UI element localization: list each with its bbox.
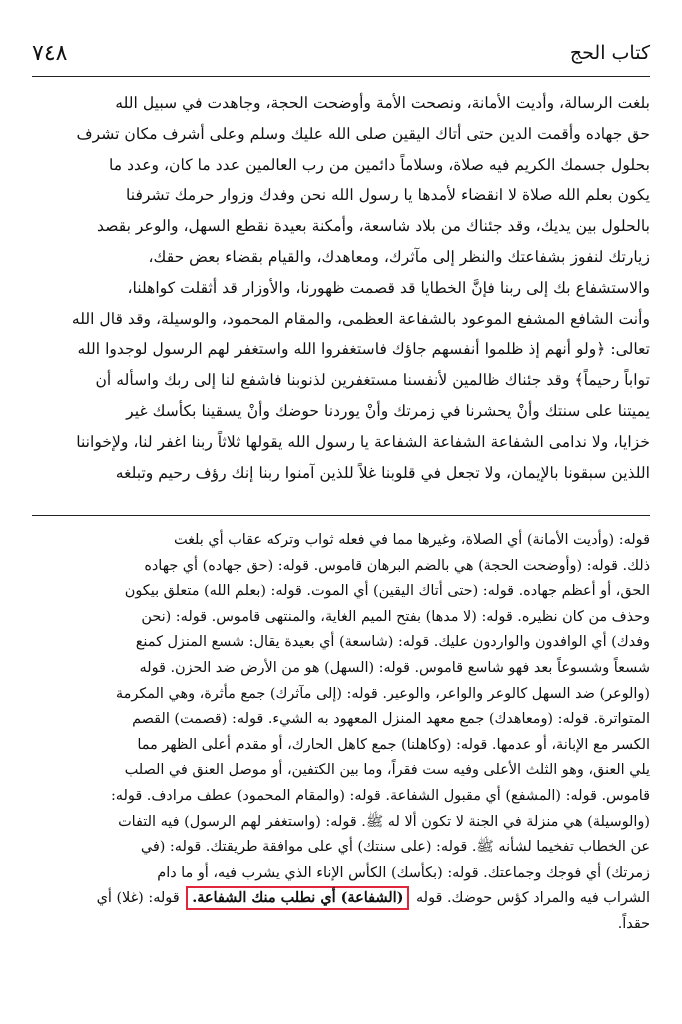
main-text-line: وأنت الشافع المشفع الموعود بالشفاعة العظمى، والمقام المحمود، والوسيلة، وقد قال الله bbox=[71, 309, 650, 328]
commentary-line: الحق، أو أعظم جهاده. قوله: (حتى أتاك اليقين) أي الموت. قوله: (بعلم الله) متعلق بيكون bbox=[124, 583, 650, 600]
commentary-text-after: قوله: (غلا) أي bbox=[96, 890, 180, 907]
main-text-line: زيارتك لنفوز بشفاعتك والنظر إلى مآثرك، ومعاهدك، والقيام بقضاء بعض حقك، bbox=[148, 247, 650, 266]
commentary-line: المتواترة. قوله: (ومعاهدك) جمع معهد المنزل المعهود به الشيء. قوله: (قصمت) القصم bbox=[132, 711, 650, 728]
commentary-line: (والوعر) ضد السهل كالوعر والواعر، والوعير. قوله: (إلى مآثرك) جمع مأثرة، وهي المكرمة bbox=[115, 685, 650, 702]
commentary-line: يلي العنق، وهو الثلث الأعلى وفيه ست فقراً، وما بين الكتفين، أو موصل العنق في الصلب bbox=[124, 762, 650, 779]
main-text-line: بالحلول بين يديك، وقد جئناك من بلاد شاسعة، وأمكنة بعيدة نقطع السهل، والوعر بقصد bbox=[97, 217, 650, 236]
commentary-line: الكسر مع الإبانة، أو عدمها. قوله: (وكاهلنا) جمع كاهل الحارك، أو مقدم أعلى الظهر مما bbox=[137, 736, 650, 753]
main-text-line: يميتنا على سنتك وأنْ يحشرنا في زمرتك وأنْ يوردنا حوضك وأنْ يسقينا بكأسك غير bbox=[126, 401, 650, 420]
main-text-line: يكون بعلم الله صلاة لا انقضاء لأمدها يا رسول الله نحن وفدك وزوار حرمك تشرفنا bbox=[126, 186, 650, 205]
commentary-line: ذلك. قوله: (وأوضحت الحجة) هي بالضم البرهان قاموس. قوله: (حق جهاده) أي جهاده bbox=[144, 557, 650, 574]
main-text-line: خزايا، ولا ندامى الشفاعة الشفاعة الشفاعة يا رسول الله يقولها ثلاثاً ربنا اغفر لنا، ولإخواننا bbox=[76, 432, 650, 451]
highlighted-phrase: (الشفاعة) أي نطلب منك الشفاعة. bbox=[186, 886, 409, 910]
main-text-line: تعالى: ﴿ولو أنهم إذ ظلموا أنفسهم جاؤك فاستغفروا الله واستغفر لهم الرسول لوجدوا الله bbox=[77, 340, 650, 359]
commentary-line: عن الخطاب تفخيما لشأنه ﷺ. قوله: (على سنتك) أي على موافقة طريقتك. قوله: (في bbox=[140, 839, 650, 856]
main-text-line: بلغت الرسالة، وأديت الأمانة، ونصحت الأمة وأوضحت الحجة، وجاهدت في سبيل الله bbox=[115, 94, 650, 112]
commentary-line: (والوسيلة) هي منزلة في الجنة لا تكون ألا له ﷺ. قوله: (واستغفر لهم الرسول) فيه التفات bbox=[118, 813, 650, 830]
commentary-line: وفدك) أي الوافدون والواردون عليك. قوله: (شاسعة) أي بعيدة يقال: شسع المنزل كمنع bbox=[135, 634, 650, 651]
commentary-line: قاموس. قوله: (المشفع) أي مقبول الشفاعة. قوله: (والمقام المحمود) عطف مرادف. قوله: bbox=[110, 787, 650, 804]
footnote-divider bbox=[32, 515, 650, 516]
commentary-line: زمرتك) أي فوجك وجماعتك. قوله: (بكأسك) الكأس الإناء الذي يشرب فيه، أو ما دام bbox=[157, 864, 650, 881]
commentary-section bbox=[32, 528, 650, 938]
main-text-line: والاستشفاع بك إلى ربنا فإنَّ الخطايا قد قصمت ظهورنا، والأوزار قد أثقلت كواهلنا، bbox=[127, 278, 650, 297]
main-text-line: تواباً رحيماً﴾ وقد جئناك ظالمين لأنفسنا مستغفرين لذنوبنا فاشفع لنا إلى ربك واسأله أن bbox=[95, 371, 650, 390]
main-text-line: حق جهاده وأقمت الدين حتى أتاك اليقين صلى الله عليك وسلم وعلى أشرف مكان تشرف bbox=[76, 124, 650, 143]
main-text-line: بحلول جسمك الكريم فيه صلاة، وسلاماً دائمين من رب العالمين عدد ما كان، وعدد ما bbox=[109, 155, 650, 174]
commentary-line: وحذف من كان نظيره. قوله: (لا مدها) بفتح الميم الغاية، والمنتهى قاموس. قوله: (نحن bbox=[141, 608, 650, 625]
book-title: كتاب الحج bbox=[569, 42, 650, 64]
page-header bbox=[32, 38, 650, 68]
page-number: ٧٤٨ bbox=[32, 40, 68, 66]
commentary-line: قوله: (وأديت الأمانة) أي الصلاة، وغيرها مما في فعله ثواب وتركه عقاب أي بلغت bbox=[173, 532, 650, 548]
commentary-line: حقداً. bbox=[617, 915, 650, 932]
header-rule bbox=[32, 76, 650, 77]
commentary-line: شسعاً وشسوعاً بعد فهو شاسع قاموس. قوله: (السهل) هو من الأرض ضد الحزن. قوله bbox=[139, 659, 650, 676]
main-text-line: اللذين سبقونا بالإيمان، ولا تجعل في قلوبنا غلاً للذين آمنوا ربنا إنك رؤف رحيم وتبلغه bbox=[115, 463, 650, 482]
commentary-line-highlighted bbox=[32, 886, 650, 912]
commentary-text-before: الشراب فيه والمراد كؤس حوضك. قوله bbox=[415, 890, 650, 907]
main-text bbox=[32, 88, 650, 488]
